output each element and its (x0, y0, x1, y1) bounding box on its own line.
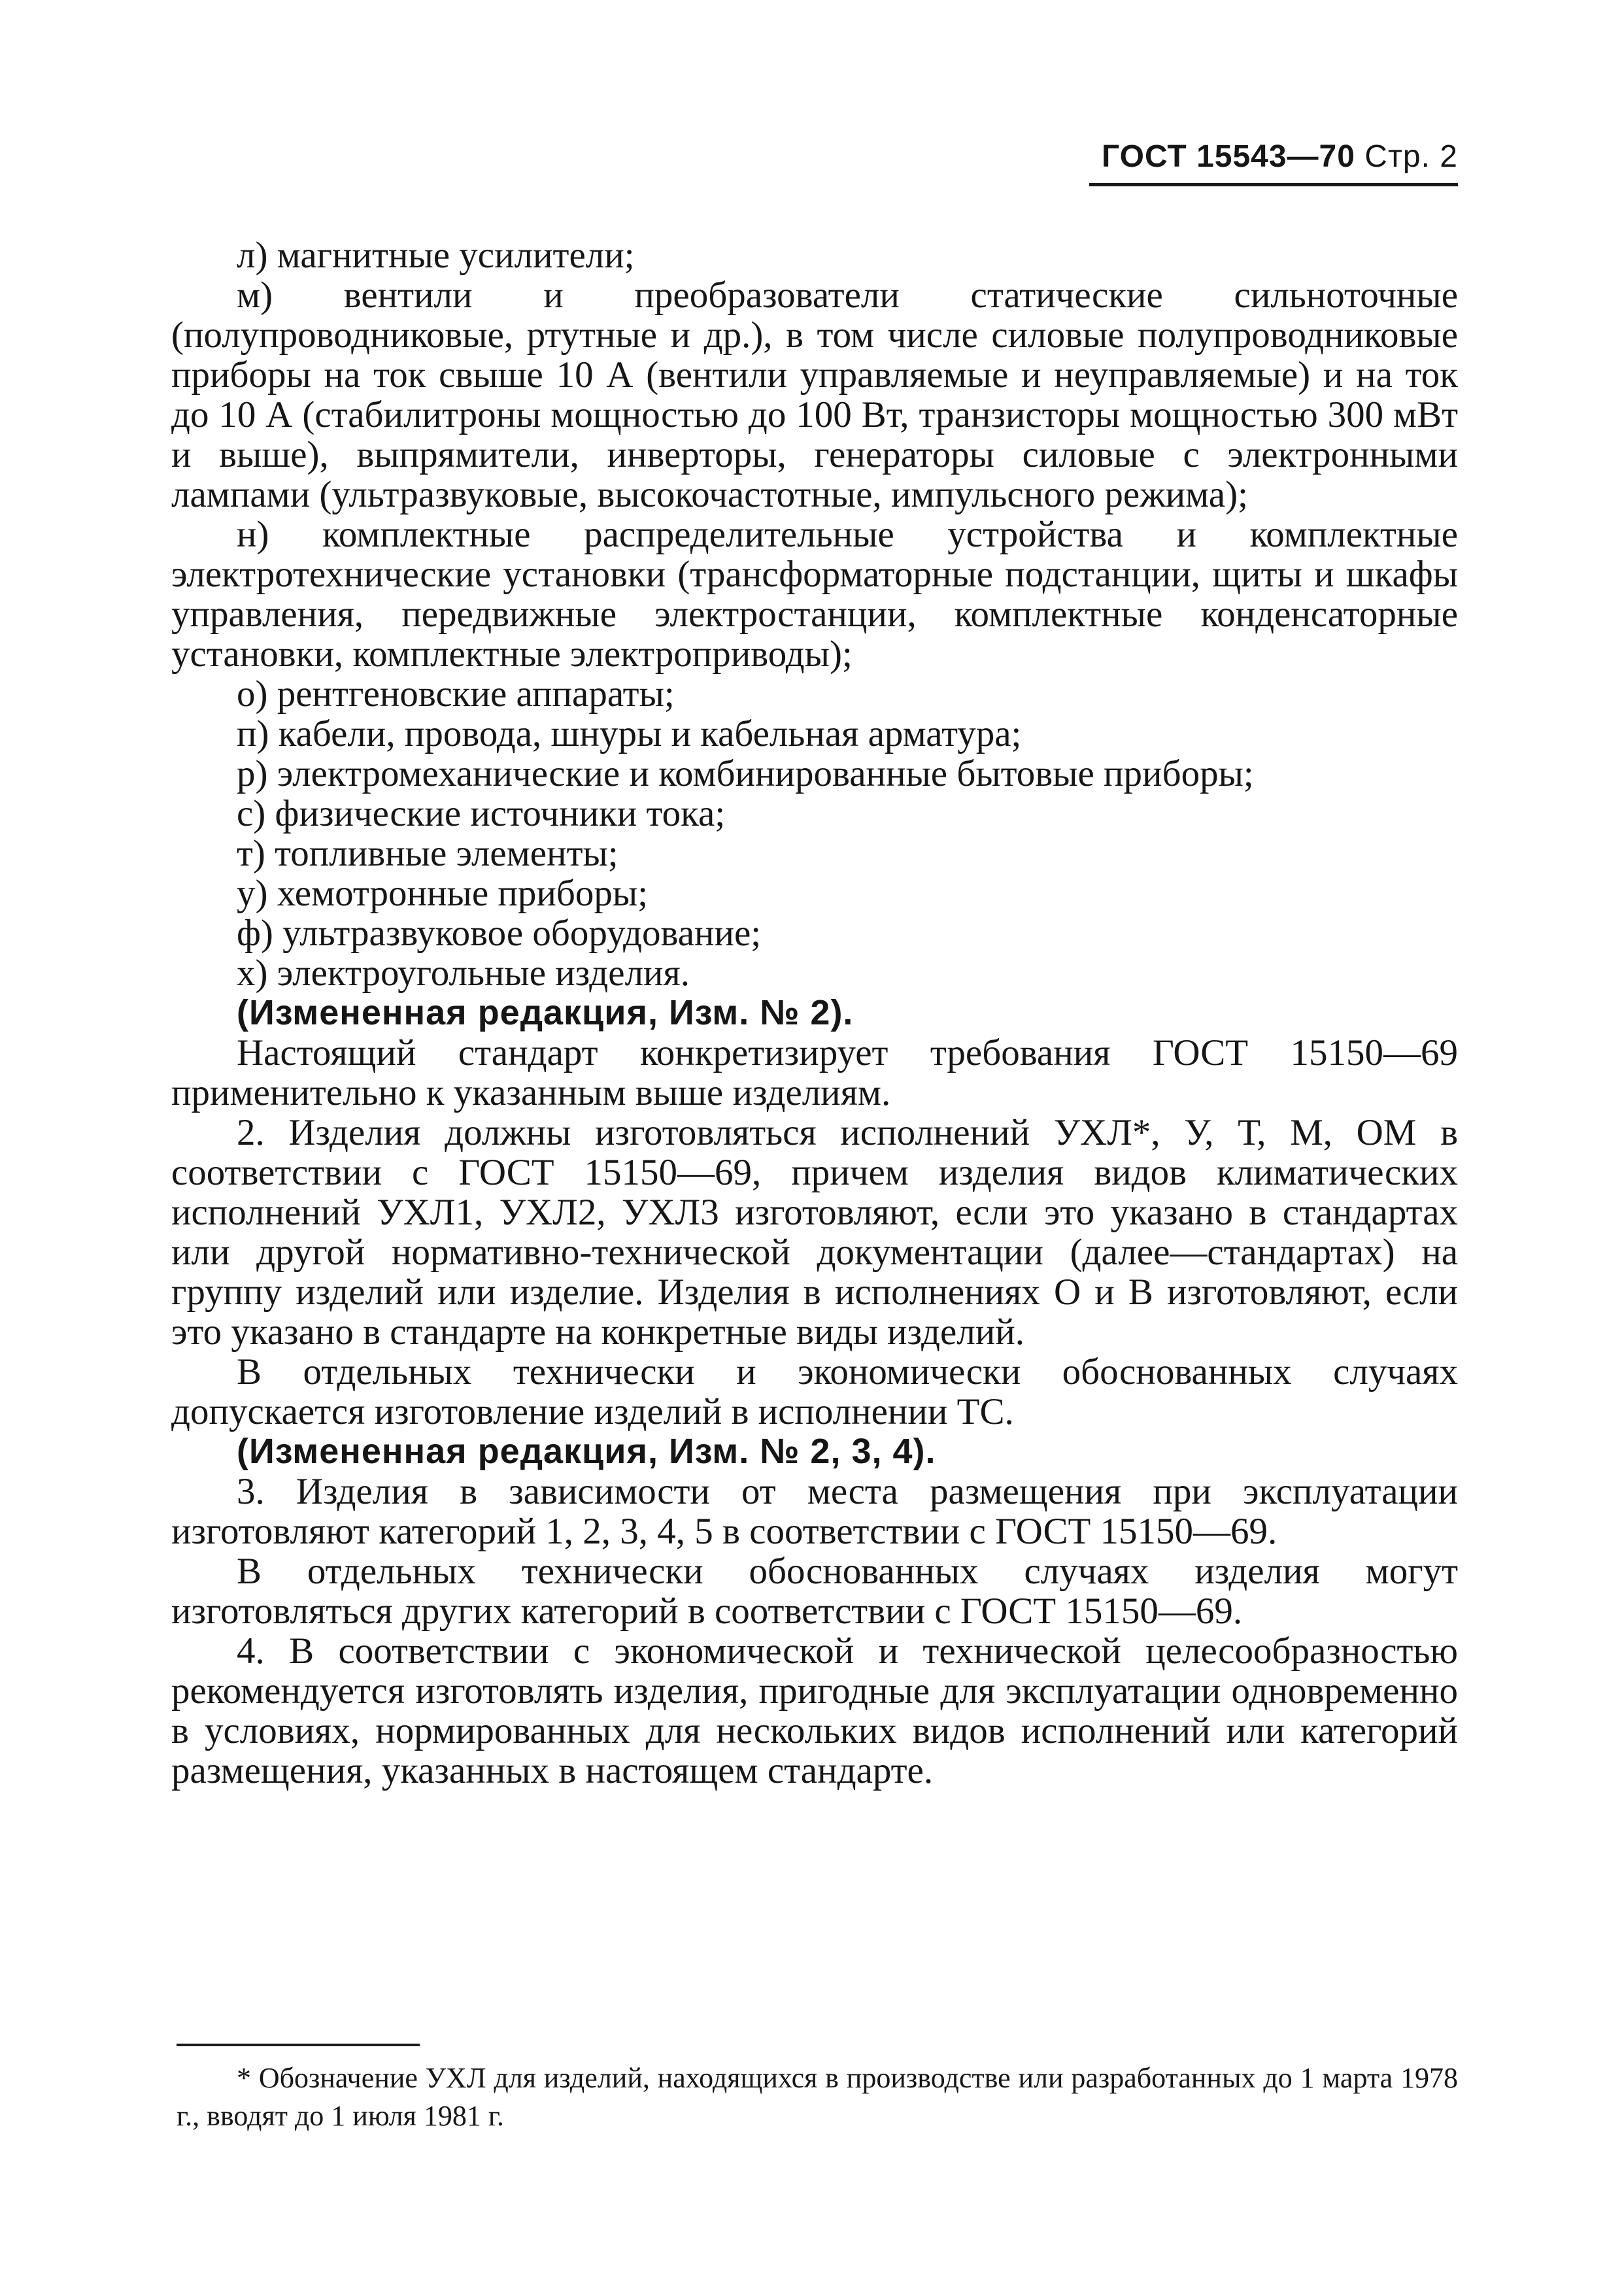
footnote-rule (177, 2044, 420, 2046)
list-item-kh: х) электроугольные изделия. (237, 953, 690, 994)
amendment-note: (Измененная редакция, Изм. № 2, 3, 4). (237, 1432, 936, 1471)
list-item-s: с) физические источники тока; (237, 793, 726, 834)
list-item-r: р) электромеханические и комбинированные бытовые приборы; (237, 753, 1254, 794)
page-number: Стр. 2 (1364, 139, 1458, 174)
header-rule (1089, 183, 1458, 186)
list-item-l: л) магнитные усилители; (237, 235, 635, 276)
amendment-note: (Измененная редакция, Изм. № 2). (237, 993, 854, 1032)
paragraph: Настоящий стандарт конкретизирует требования ГОСТ 15150—69 применительно к указанным выше изделиям. (171, 1032, 1458, 1113)
document-id: ГОСТ 15543—70 (1102, 139, 1355, 174)
clause-2: 2. Изделия должны изготовляться исполнений УХЛ*, У, Т, М, ОМ в соответствии с ГОСТ 15150—69, причем изделия видов климатических исполнений УХЛ1, УХЛ2, УХЛ3 изготовляют, если это указано в стандартах или другой нормативно-технической документации (далее—стандартах) на группу изделий или изделие. Изделия в исполнениях О и В изготовляют, если это указано в стандарте на конкретные виды изделий. (171, 1112, 1458, 1353)
clause-4: 4. В соответствии с экономической и технической целесообразностью рекомендуется изготовлять изделия, пригодные для эксплуатации одновременно в условиях, нормированных для нескольких видов исполнений или категорий размещения, указанных в настоящем стандарте. (171, 1630, 1458, 1791)
footnote: * Обозначение УХЛ для изделий, находящихся в производстве или разработанных до 1 марта 1978 г., вводят до 1 июля 1981 г. (177, 2062, 1458, 2132)
list-item-p: п) кабели, провода, шнуры и кабельная арматура; (237, 713, 1022, 754)
list-item-m: м) вентили и преобразователи статические сильноточные (полупроводниковые, ртутные и др.), в том числе силовые полупроводниковые приборы на ток свыше 10 А (вентили управляемые и неуправляемые) и на ток до 10 А (стабилитроны мощностью до 100 Вт, транзисторы мощностью 300 мВт и выше), выпрямители, инверторы, генераторы силовые с электронными лампами (ультразвуковые, высокочастотные, импульсного режима); (171, 275, 1458, 515)
list-item-n: н) комплектные распределительные устройства и комплектные электротехнические установки (трансформаторные подстанции, щиты и шкафы управления, передвижные электростанции, комплектные конденсаторные установки, комплектные электроприводы); (171, 514, 1458, 675)
list-item-u: у) хемотронные приборы; (237, 873, 649, 914)
list-item-o: о) рентгеновские аппараты; (237, 673, 675, 715)
paragraph: В отдельных технически обоснованных случаях изделия могут изготовляться других категорий в соответствии с ГОСТ 15150—69. (171, 1551, 1458, 1632)
paragraph: В отдельных технически и экономически обоснованных случаях допускается изготовление изделий в исполнении ТС. (171, 1351, 1458, 1432)
clause-3: 3. Изделия в зависимости от места размещения при эксплуатации изготовляют категорий 1, 2, 3, 4, 5 в соответствии с ГОСТ 15150—69. (171, 1471, 1458, 1552)
page-header (1102, 139, 1458, 175)
document-body (171, 235, 1458, 1791)
list-item-f: ф) ультразвуковое оборудование; (237, 913, 762, 954)
list-item-t: т) топливные элементы; (237, 833, 618, 874)
